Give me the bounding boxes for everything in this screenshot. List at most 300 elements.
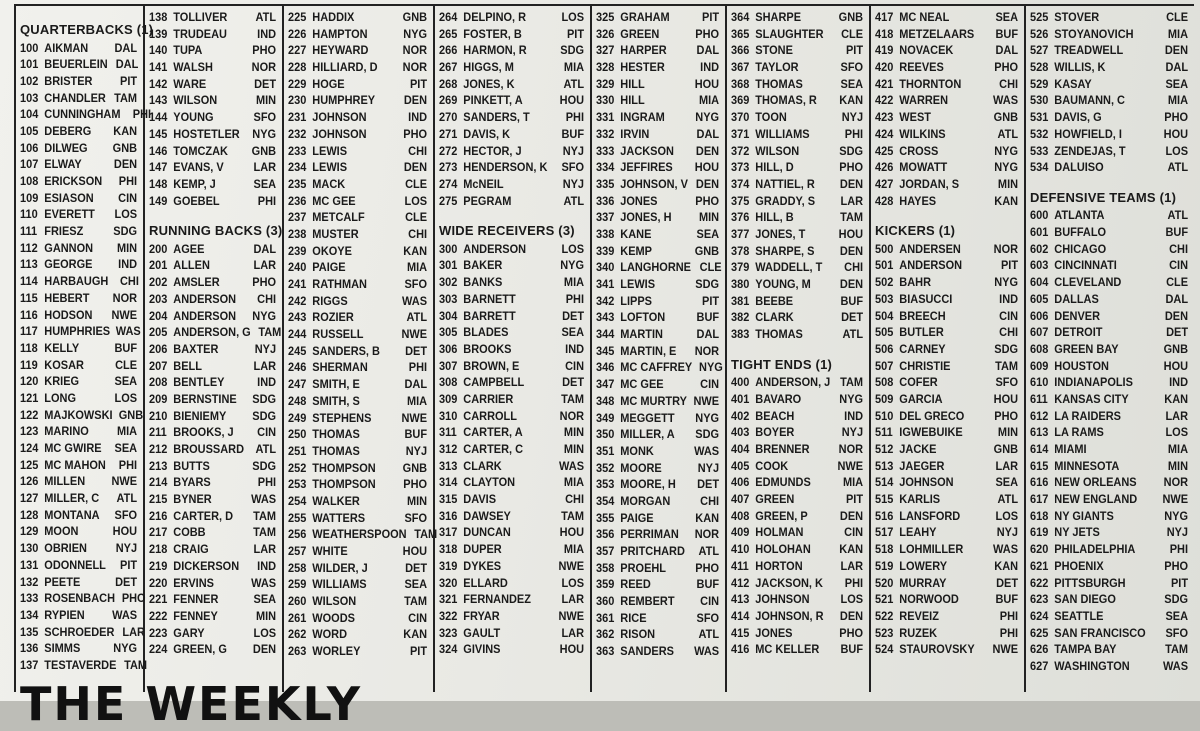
table-row — [149, 257, 278, 274]
team-code: TAM — [414, 527, 438, 542]
player-number: 310 — [439, 408, 458, 423]
player-name: REED — [620, 577, 651, 592]
team-code: MIN — [1167, 458, 1189, 473]
table-row — [288, 76, 429, 93]
table-row — [20, 123, 139, 140]
player-name: INGRAM — [620, 110, 665, 125]
table-row — [149, 308, 278, 325]
player-name: JOHNSON — [312, 126, 367, 141]
player-name: RIGGS — [312, 293, 348, 308]
table-row — [288, 426, 429, 443]
team-code: PHO — [994, 408, 1019, 423]
table-row — [1030, 224, 1190, 241]
team-code: HOU — [993, 391, 1019, 406]
table-row — [875, 441, 1020, 458]
team-code: DEN — [839, 508, 864, 523]
player-number: 612 — [1030, 408, 1049, 423]
player-number: 342 — [596, 293, 615, 308]
player-name: COOK — [755, 458, 789, 473]
table-row — [20, 507, 139, 524]
team-code: PIT — [845, 43, 864, 58]
table-row — [149, 241, 278, 258]
team-code: DEN — [839, 243, 864, 258]
table-row — [288, 276, 429, 293]
table-row — [20, 190, 139, 207]
player-name: CROSS — [899, 143, 939, 158]
table-row — [875, 109, 1020, 126]
player-name: ODONNELL — [44, 557, 106, 572]
player-name: WORLEY — [312, 644, 361, 659]
team-code: LAR — [561, 592, 585, 607]
player-number: 616 — [1030, 475, 1049, 490]
player-name: LA RAMS — [1054, 425, 1104, 440]
player-number: 420 — [875, 60, 894, 75]
team-code: LAR — [561, 625, 585, 640]
team-code: DEN — [252, 642, 277, 657]
team-code: CLE — [1166, 10, 1189, 24]
player-name: MILLEN — [44, 474, 86, 489]
player-name: BLADES — [463, 325, 509, 340]
player-number: 355 — [596, 510, 615, 525]
player-name: WILSON — [173, 93, 218, 108]
player-number: 119 — [20, 357, 38, 372]
player-name: WHITE — [312, 544, 348, 558]
team-code: MIA — [116, 424, 138, 439]
player-name: BAHR — [899, 275, 931, 290]
player-name: NY JETS — [1054, 525, 1100, 540]
player-name: JONES — [620, 193, 658, 208]
player-number: 622 — [1030, 575, 1049, 590]
player-name: REMBERT — [620, 594, 675, 609]
team-code: DEN — [839, 277, 864, 291]
table-row — [875, 143, 1020, 160]
table-row — [1030, 159, 1190, 176]
player-number: 118 — [20, 340, 38, 355]
table-row — [875, 92, 1020, 109]
team-code: LAR — [840, 558, 864, 573]
player-name: KELLY — [44, 340, 80, 355]
team-code: NYG — [252, 308, 277, 323]
player-number: 252 — [288, 460, 307, 475]
player-number: 319 — [439, 558, 458, 573]
player-name: WILLIAMS — [755, 126, 810, 141]
table-row — [20, 240, 139, 257]
table-row — [149, 126, 278, 143]
team-code: SEA — [840, 76, 864, 91]
player-number: 323 — [439, 625, 458, 640]
team-code: TAM — [258, 325, 282, 340]
table-row — [596, 610, 721, 627]
player-number: 267 — [439, 60, 458, 75]
table-row — [439, 391, 586, 408]
table-row — [875, 241, 1020, 258]
player-name: CLAYTON — [463, 475, 516, 490]
player-number: 403 — [731, 425, 750, 440]
player-number: 509 — [875, 391, 894, 406]
team-code: HOU — [694, 160, 720, 175]
team-code: PHI — [999, 625, 1019, 640]
team-code: WAS — [993, 93, 1019, 108]
player-number: 236 — [288, 193, 307, 208]
player-number: 428 — [875, 193, 894, 208]
table-row — [1030, 207, 1190, 224]
table-row — [439, 474, 586, 491]
team-code: MIA — [563, 275, 585, 290]
team-code: PHI — [565, 291, 585, 306]
table-row — [596, 643, 721, 660]
team-code: MIN — [255, 608, 277, 623]
table-row — [288, 59, 429, 76]
team-code: KAN — [994, 193, 1019, 208]
team-code: PHO — [994, 60, 1019, 75]
player-name: MOORE, H — [620, 477, 676, 492]
table-row — [596, 543, 721, 560]
table-row — [288, 259, 429, 276]
player-name: MEGGETT — [620, 410, 675, 425]
player-name: WILDER, J — [312, 560, 368, 575]
table-row — [596, 326, 721, 343]
player-name: FERNANDEZ — [463, 592, 531, 607]
player-number: 249 — [288, 410, 307, 425]
player-name: RUSSELL — [312, 327, 364, 342]
player-number: 211 — [149, 425, 167, 440]
player-name: MAJKOWSKI — [44, 407, 113, 422]
table-row — [875, 608, 1020, 625]
player-number: 609 — [1030, 358, 1049, 373]
table-row — [20, 457, 139, 474]
player-name: KANE — [620, 226, 652, 241]
table-row — [288, 343, 429, 360]
player-name: SANDERS — [620, 644, 674, 659]
player-name: BENTLEY — [173, 375, 225, 390]
player-number: 619 — [1030, 525, 1049, 540]
team-code: ATL — [698, 544, 720, 558]
player-number: 228 — [288, 60, 307, 75]
team-code: NYJ — [841, 425, 864, 440]
player-number: 100 — [20, 40, 39, 55]
player-name: LOHMILLER — [899, 542, 964, 557]
player-name: LEWIS — [312, 143, 348, 158]
team-code: NOR — [838, 442, 864, 456]
table-row — [288, 593, 429, 610]
team-code: PHO — [839, 160, 864, 175]
player-name: KARLIS — [899, 492, 941, 507]
player-number: 210 — [149, 408, 168, 423]
table-row — [596, 626, 721, 643]
player-number: 356 — [596, 527, 615, 542]
player-number: 409 — [731, 525, 750, 540]
player-number: 513 — [875, 458, 894, 473]
player-name: BREECH — [899, 308, 946, 323]
team-code: CIN — [257, 425, 277, 440]
player-number: 341 — [596, 277, 615, 291]
player-number: 220 — [149, 575, 168, 590]
player-number: 137 — [20, 657, 39, 672]
team-code: HOU — [694, 76, 720, 91]
player-name: HARBAUGH — [44, 274, 109, 289]
player-name: IGWEBUIKE — [899, 425, 963, 440]
player-name: JACKE — [899, 442, 937, 456]
player-name: CARRIER — [463, 391, 514, 406]
table-row — [288, 42, 429, 59]
team-code: GNB — [118, 407, 144, 422]
team-code: NWE — [111, 474, 138, 489]
table-row — [288, 543, 429, 560]
player-number: 203 — [149, 291, 168, 306]
team-code: NYJ — [841, 110, 864, 125]
team-code: PHI — [565, 110, 585, 125]
player-number: 329 — [596, 76, 615, 91]
player-number: 404 — [731, 442, 750, 456]
table-row — [875, 458, 1020, 475]
player-name: YOUNG, M — [755, 277, 811, 291]
player-name: HOGE — [312, 76, 345, 91]
table-row — [20, 607, 139, 624]
player-name: DYKES — [463, 558, 502, 573]
player-name: MORGAN — [620, 493, 671, 508]
player-name: HENDERSON, K — [463, 160, 548, 175]
player-number: 124 — [20, 441, 39, 455]
player-name: PRITCHARD — [620, 544, 685, 558]
table-row — [1030, 474, 1190, 491]
player-number: 101 — [20, 57, 39, 72]
player-name: JAEGER — [899, 458, 945, 473]
table-row — [288, 26, 429, 43]
player-name: THORNTON — [899, 76, 962, 91]
player-number: 514 — [875, 475, 894, 490]
player-name: AIKMAN — [44, 40, 89, 55]
table-row — [149, 491, 278, 508]
player-name: HOLMAN — [755, 525, 804, 540]
player-number: 204 — [149, 308, 168, 323]
player-number: 306 — [439, 341, 458, 356]
table-row — [288, 643, 429, 660]
table-row — [149, 341, 278, 358]
player-number: 517 — [875, 525, 894, 540]
player-name: REEVES — [899, 60, 944, 75]
team-code: SFO — [561, 160, 585, 175]
team-code: ATL — [997, 126, 1019, 141]
player-name: HODSON — [44, 307, 93, 322]
player-number: 265 — [439, 26, 458, 41]
player-number: 606 — [1030, 308, 1049, 323]
player-number: 104 — [20, 107, 39, 122]
player-name: DAWSEY — [463, 508, 511, 523]
player-name: RUZEK — [899, 625, 938, 640]
player-name: DILWEG — [44, 140, 88, 155]
table-row — [439, 9, 586, 26]
player-name: JEFFIRES — [620, 160, 673, 175]
team-code: LAR — [253, 258, 277, 273]
player-number: 241 — [288, 277, 307, 291]
table-row — [1030, 26, 1190, 43]
player-name: MURRAY — [899, 575, 947, 590]
table-row — [596, 410, 721, 427]
player-number: 232 — [288, 126, 307, 141]
table-row — [1030, 524, 1190, 541]
player-name: ROSENBACH — [44, 591, 115, 606]
team-code: WAS — [112, 607, 138, 622]
table-row — [439, 608, 586, 625]
table-row — [149, 42, 278, 59]
table-row — [1030, 575, 1190, 592]
table-row — [439, 159, 586, 176]
table-row — [875, 76, 1020, 93]
player-number: 506 — [875, 341, 894, 356]
table-row — [288, 109, 429, 126]
player-name: SHARPE — [755, 10, 802, 24]
player-number: 313 — [439, 458, 458, 473]
team-code: BUF — [114, 340, 138, 355]
player-name: BUFFALO — [1054, 225, 1107, 240]
table-row — [20, 223, 139, 240]
player-number: 366 — [731, 43, 750, 58]
table-row — [288, 226, 429, 243]
player-number: 503 — [875, 291, 894, 306]
player-name: GREEN — [620, 26, 660, 41]
table-row — [731, 76, 865, 93]
player-name: MC CAFFREY — [620, 360, 693, 375]
player-name: METZELAARS — [899, 26, 975, 41]
team-code: PHO — [695, 26, 720, 41]
team-code: ATL — [563, 193, 585, 208]
player-number: 504 — [875, 308, 894, 323]
player-name: CLARK — [755, 310, 794, 325]
team-code: IND — [257, 558, 277, 573]
player-number: 605 — [1030, 291, 1049, 306]
team-code: SEA — [995, 10, 1019, 24]
team-code: DEN — [1164, 308, 1189, 323]
table-row — [731, 159, 865, 176]
player-name: FRYAR — [463, 608, 500, 623]
player-name: NEW ENGLAND — [1054, 492, 1138, 507]
team-code: NYG — [994, 160, 1019, 175]
table-row — [149, 291, 278, 308]
team-code: NYG — [994, 275, 1019, 290]
player-number: 140 — [149, 43, 168, 58]
player-number: 412 — [731, 575, 750, 590]
player-number: 601 — [1030, 225, 1049, 240]
player-name: LOFTON — [620, 310, 666, 325]
table-row — [288, 626, 429, 643]
team-code: KAN — [839, 93, 864, 108]
player-name: DUNCAN — [463, 525, 511, 540]
team-code: CHI — [408, 226, 428, 241]
player-name: WILLIS, K — [1054, 60, 1106, 75]
team-code: HOU — [559, 525, 585, 540]
team-code: SDG — [560, 43, 585, 58]
team-code: BUF — [561, 126, 585, 141]
table-row — [149, 625, 278, 642]
table-row — [149, 143, 278, 160]
player-name: HORTON — [755, 558, 803, 573]
table-row — [149, 591, 278, 608]
player-name: DENVER — [1054, 308, 1101, 323]
player-number: 382 — [731, 310, 750, 325]
table-row — [288, 309, 429, 326]
player-name: GARY — [173, 625, 205, 640]
player-name: PAIGE — [312, 260, 346, 275]
player-name: CARNEY — [899, 341, 946, 356]
player-name: MONK — [620, 443, 654, 458]
player-number: 505 — [875, 325, 894, 340]
player-number: 112 — [20, 240, 38, 255]
team-code: IND — [700, 60, 720, 75]
table-row — [875, 408, 1020, 425]
player-number: 343 — [596, 310, 615, 325]
player-name: MOON — [44, 524, 79, 539]
team-code: DET — [405, 560, 428, 575]
table-row — [439, 374, 586, 391]
team-code: PIT — [1170, 575, 1189, 590]
team-code: WAS — [402, 293, 428, 308]
player-number: 367 — [731, 60, 750, 75]
player-number: 374 — [731, 176, 750, 191]
player-name: MACK — [312, 176, 346, 191]
player-name: LA RAIDERS — [1054, 408, 1121, 423]
player-number: 251 — [288, 443, 307, 458]
team-code: KAN — [403, 243, 428, 258]
team-code: NWE — [558, 608, 585, 623]
player-number: 136 — [20, 641, 39, 656]
team-code: LAR — [253, 542, 277, 557]
team-code: ATL — [255, 10, 277, 24]
player-name: SHARPE, S — [755, 243, 815, 258]
table-row — [20, 106, 152, 123]
player-name: THOMPSON — [312, 460, 376, 475]
table-row — [731, 59, 865, 76]
team-code: WAS — [993, 542, 1019, 557]
table-row — [1030, 308, 1190, 325]
player-number: 328 — [596, 60, 615, 75]
table-row — [288, 209, 429, 226]
player-number: 106 — [20, 140, 39, 155]
table-row — [731, 424, 865, 441]
table-row — [288, 143, 429, 160]
player-name: NEW ORLEANS — [1054, 475, 1137, 490]
player-name: THOMAS — [755, 327, 803, 342]
table-row — [288, 526, 438, 543]
player-name: STONE — [755, 43, 793, 58]
player-name: NORWOOD — [899, 592, 959, 607]
player-number: 226 — [288, 26, 307, 41]
table-row — [1030, 641, 1190, 658]
table-row — [875, 424, 1020, 441]
player-name: HOUSTON — [1054, 358, 1109, 373]
player-number: 254 — [288, 493, 307, 508]
team-code: NYG — [699, 360, 723, 375]
player-name: BIENIEMY — [173, 408, 227, 423]
player-number: 225 — [288, 10, 307, 24]
player-number: 603 — [1030, 258, 1049, 273]
player-number: 253 — [288, 477, 307, 492]
table-row — [875, 474, 1020, 491]
team-code: MIN — [255, 93, 277, 108]
player-name: SEATTLE — [1054, 608, 1104, 623]
team-code: PIT — [409, 76, 428, 91]
team-code: NOR — [402, 43, 428, 58]
team-code: NOR — [112, 290, 138, 305]
player-number: 340 — [596, 260, 615, 275]
player-name: BAUMANN, C — [1054, 93, 1125, 108]
player-name: ANDERSON — [899, 258, 963, 273]
team-code: LAR — [995, 458, 1019, 473]
player-number: 245 — [288, 343, 307, 358]
table-row — [875, 508, 1020, 525]
player-name: MOWATT — [899, 160, 948, 175]
player-name: WEATHERSPOON — [312, 527, 407, 542]
team-code: NYJ — [562, 176, 585, 191]
